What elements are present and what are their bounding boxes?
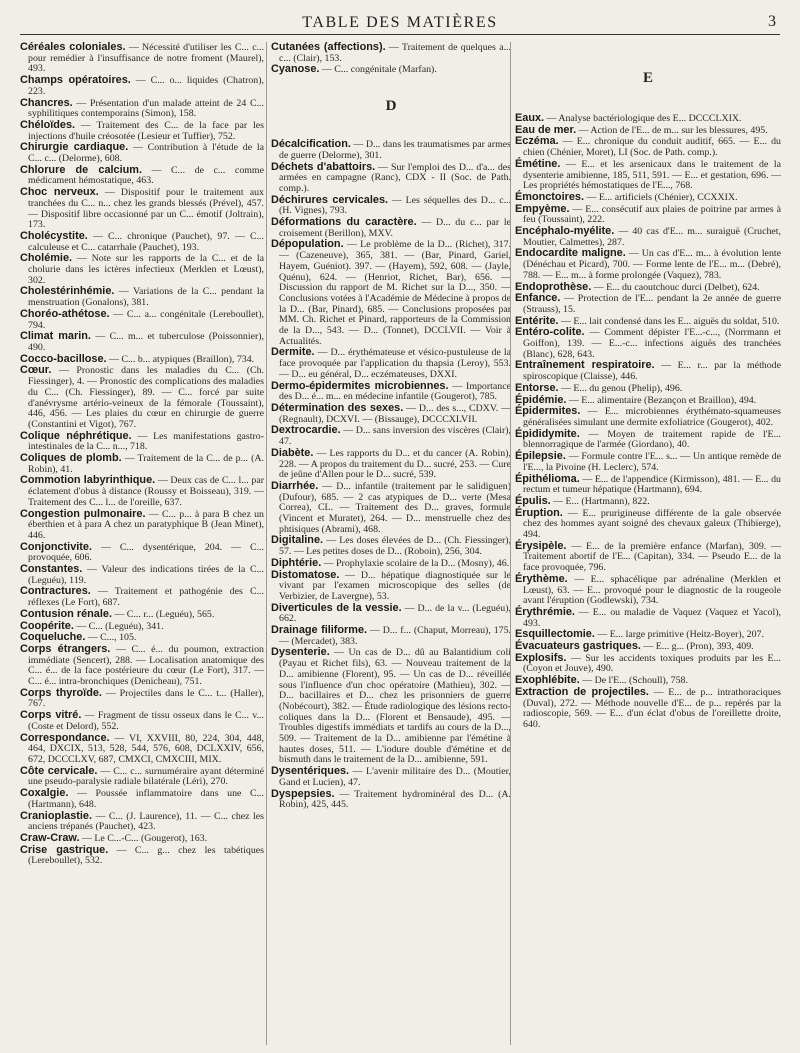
section-letter: D — [385, 98, 397, 115]
index-entry — [271, 481, 511, 536]
index-entry — [20, 586, 264, 608]
index-entry — [20, 644, 264, 688]
index-term: Entorse. — [515, 381, 559, 394]
index-entry — [20, 142, 264, 164]
index-entry — [271, 42, 511, 64]
index-references: — Valeur des indications tirées de la C... (Leguéu), 119. — [28, 564, 264, 586]
index-references: — E... sphacélique par adrénaline (Merklen et Lœust), 63. — E... provoqué pour le diagnostic de la rougeole avant l'éruption (Godlewski), 734. — [523, 573, 781, 607]
index-term: Eczéma. — [515, 135, 559, 148]
section-letter: E — [642, 70, 653, 86]
index-term: Dépopulation. — [271, 238, 344, 251]
index-entry — [20, 733, 264, 766]
index-term: Cholestérinhémie. — [20, 285, 115, 298]
index-entry — [20, 187, 264, 231]
index-term: Coqueluche. — [20, 631, 86, 644]
index-references: — D... du c... par le croisement (Berillon), MXV. — [279, 217, 511, 239]
index-entry — [20, 365, 264, 430]
index-entry — [20, 165, 264, 187]
index-entry — [271, 535, 511, 557]
index-entry — [20, 542, 264, 564]
index-term: Entéro-colite. — [515, 326, 585, 339]
index-term: Déchets d'abattoirs. — [271, 160, 376, 173]
index-term: Dyspepsies. — [271, 787, 335, 800]
index-term: Eaux. — [515, 112, 545, 124]
index-entry — [271, 381, 511, 403]
index-entry — [20, 75, 264, 97]
index-references: — Protection de l'E... pendant la 2e année de guerre (Strauss), 15. — [523, 293, 781, 315]
index-references: — E... de l'appendice (Kirmisson), 481. — E... du rectum et tumeur hépatique (Hartmann), 694. — [523, 473, 781, 496]
index-references: — Traitement des C... de la face par les injections d'huile créosotée (Lesieur et Tuffier), 752. — [28, 119, 264, 142]
index-term: Dysenterie. — [271, 646, 330, 659]
index-term: Érythème. — [515, 572, 568, 585]
index-term: Épidermites. — [515, 405, 581, 418]
index-references: — C... m... et tuberculose (Poissonnier), 490. — [28, 331, 264, 353]
index-entry — [20, 788, 264, 810]
index-references: — D... des s..., CDXV. — (Regnault), DCXVI. — (Bissauge), DCCCXLVII. — [279, 402, 511, 425]
index-term: Enfance. — [515, 292, 561, 305]
index-references: — Traitement de quelques a... c... (Clair), 153. — [279, 42, 511, 64]
index-references: — E... chronique du conduit auditif, 665. — E... du chien (Chénier, Moret), LI (Soc. de Path. comp.). — [523, 136, 781, 159]
index-references: — C... dysentérique, 204. — C... provoquée, 606. — [28, 541, 264, 564]
index-term: Coliques de plomb. — [20, 452, 122, 465]
index-term: Cranioplastie. — [20, 809, 93, 822]
index-term: Contractures. — [20, 585, 91, 598]
index-entry — [515, 248, 781, 281]
index-term: Craw-Craw. — [20, 831, 80, 844]
index-entry — [20, 354, 264, 366]
index-references: — E... large primitive (Heitz-Boyer), 207. — [594, 629, 764, 641]
index-term: Corps thyroïde. — [20, 686, 102, 699]
index-term: Chéloïdes. — [20, 118, 76, 131]
index-references: — Présentation d'un malade atteint de 24 C... syphilitiques contemporains (Simon), 158. — [28, 97, 264, 120]
index-entry — [515, 406, 781, 428]
index-term: Cholémie. — [20, 252, 73, 265]
index-entry — [20, 688, 264, 710]
index-entry — [271, 425, 511, 447]
index-references: — Projectiles dans le C... t... (Haller), 767. — [28, 687, 264, 710]
index-entry — [20, 766, 264, 788]
index-references: — E... consécutif aux plaies de poitrine par armes à feu (Toussaint), 222. — [523, 203, 781, 226]
index-references: — Le C...-C... (Gougerot), 163. — [79, 832, 208, 844]
index-references: — C... r... (Leguéu), 565. — [111, 608, 215, 620]
index-entry — [271, 139, 511, 161]
index-entry — [515, 136, 781, 158]
index-entry — [271, 766, 511, 788]
index-references: — Fragment de tissu osseux dans le C... v... (Coste et Delord), 552. — [28, 710, 264, 732]
index-term: Entérite. — [515, 314, 559, 327]
index-references: — Un cas de D... dû au Balantidium coli (Payau et Richet fils), 63. — Nouveau traitement de la D... amibienne (Florent), 95. — Un cas de D... réveillée sous l'influence d'un choc opératoire (Mathieu), 302. — D... bacillaires et D... chez les prisonniers de guerre (Nobécourt), 382. — Étude radiologique des lésions recto-coliques dans la D... (Florent et Bensaude), 495. — Troubles digestifs immédiats et tardifs au cours de la D..., 509. — Traitement de la D... amibienne par l'émétine à hautes doses, 511. — L'iodure double d'émétine et de bismuth dans le traitement de la D... amibienne, 591. — [279, 647, 511, 766]
index-term: Coopérite. — [20, 619, 74, 632]
index-term: Décalcification. — [271, 138, 351, 151]
index-term: Épididymite. — [515, 427, 580, 440]
index-term: Cœur. — [20, 364, 52, 377]
index-term: Coxalgie. — [20, 787, 69, 800]
index-term: Érythrémie. — [515, 605, 575, 618]
index-entry — [20, 710, 264, 732]
index-references: — Traitement et pathogénie des C... réflexes (Le Fort), 687. — [28, 586, 264, 609]
index-term: Évacuateurs gastriques. — [515, 640, 641, 653]
index-term: Dermo-épidermites microbiennes. — [271, 379, 449, 392]
index-entry — [20, 98, 264, 120]
page-title: TABLE DES MATIÈRES — [302, 14, 498, 31]
index-entry — [20, 331, 264, 353]
index-references: — Les manifestations gastro-intestinales de la C... n..., 718. — [28, 430, 264, 453]
index-entry — [20, 231, 264, 253]
index-entry — [271, 239, 511, 347]
index-entry — [515, 607, 781, 629]
index-references: — C..., 105. — [85, 632, 137, 644]
index-term: Entraînement respiratoire. — [515, 359, 655, 372]
index-entry — [515, 653, 781, 675]
index-references: — Sur les accidents toxiques produits par les E... (Coyon et Jouve), 490. — [523, 652, 781, 675]
index-references: — D... érythémateuse et vésico-pustuleuse de la face provoquée par l'application du thapsia (Leroy), 553. — D... eu général, D... eczémateuses, DXXI. — [279, 347, 511, 380]
index-term: Dextrocardie. — [271, 424, 341, 437]
index-term: Érysipèle. — [515, 539, 567, 552]
index-references: — Action de l'E... de m... sur les blessures, 495. — [576, 124, 768, 136]
index-references: — E... du genou (Phelip), 496. — [558, 382, 683, 394]
index-term: Digitaline. — [271, 534, 324, 547]
index-references: — De l'E... (Schoull), 758. — [579, 675, 688, 687]
index-entry — [271, 347, 511, 380]
index-entry — [271, 789, 511, 811]
index-references: — Importance des D... é... m... en médecine infantile (Gougerot), 785. — [279, 380, 511, 403]
index-entry — [271, 195, 511, 217]
index-references: — C... b... atypiques (Braillon), 734. — [106, 353, 255, 365]
index-term: Dysentériques. — [271, 765, 350, 778]
index-entry — [20, 309, 264, 331]
index-term: Cutanées (affections). — [271, 42, 386, 53]
index-entry — [20, 509, 264, 542]
index-entry — [20, 253, 264, 286]
index-term: Esquillectomie. — [515, 628, 595, 641]
index-term: Diabète. — [271, 446, 314, 459]
index-term: Conjonctivite. — [20, 540, 93, 553]
index-term: Extraction de projectiles. — [515, 685, 649, 698]
index-references: — D... hépatique diagnostiquée sur le vivant par l'examen microscopique des selles (de Verbizier, de Lavergne), 53. — [279, 569, 511, 602]
index-term: Endocardite maligne. — [515, 247, 626, 260]
index-references: — D... infantile (traitement par le salidiguen) (Dufour), 685. — 2 cas atypiques de D... verte (Mesa Correa), CL. — Traitement des D... graves, formule (Vincent et Muratet), 264. — D... menstruelle chez des phtisiques (Abrami), 468. — [279, 480, 511, 535]
index-term: Épulis. — [515, 494, 551, 507]
index-term: Chlorure de calcium. — [20, 163, 142, 176]
index-term: Contusion rénale. — [20, 607, 112, 620]
index-references: — Formule contre l'E... s... — Un antique remède de l'E..., la Pivoine (H. Leclerc), 574. — [523, 451, 781, 473]
index-entry — [20, 453, 264, 475]
index-term: Exophlébite. — [515, 674, 580, 687]
index-term: Épidémie. — [515, 393, 567, 406]
index-term: Émétine. — [515, 157, 561, 170]
index-entry — [515, 360, 781, 382]
index-term: Cyanose. — [271, 63, 320, 76]
index-column-2 — [266, 42, 511, 1045]
index-references: — C... g... chez les tabétiques (Lereboullet), 532. — [28, 844, 264, 867]
index-references: — C... p... à para B chez un éberthien et à para A chez un paratyphique B (Jean Minet), 446. — [28, 508, 264, 541]
index-entry — [20, 120, 264, 142]
index-references: — C... de c... comme médicament hémostatique, 463. — [28, 164, 264, 187]
index-term: Corps étrangers. — [20, 642, 111, 655]
index-entry — [20, 475, 264, 508]
index-entry — [515, 429, 781, 451]
index-references: — E... du caoutchouc durci (Delbet), 624. — [591, 281, 760, 293]
index-references: — D... sans inversion des viscères (Clair), 47. — [279, 425, 511, 448]
index-references: — Traitement de la C... de p... (A. Robin), 41. — [28, 453, 264, 475]
index-references: — Nécessité d'utiliser les C... c... pour remédier à l'insuffisance de notre froment (Maurel), 493. — [28, 42, 264, 75]
index-references: — E... artificiels (Chénier), CCXXIX. — [584, 191, 738, 203]
index-term: Explosifs. — [515, 651, 567, 664]
index-entry — [271, 162, 511, 195]
index-term: Choc nerveux. — [20, 186, 99, 199]
index-entry — [271, 647, 511, 766]
index-term: Commotion labyrinthique. — [20, 474, 156, 487]
index-references: — C... congénitale (Marfan). — [319, 64, 437, 76]
index-term: Distomatose. — [271, 568, 340, 581]
index-entry — [515, 574, 781, 607]
index-references: — Sur l'emploi des D... d'a... des armées en campagne (Ranc), CDX - II (Soc. de Path. comp.). — [279, 161, 511, 194]
index-references: — D... de la v... (Leguéu), 662. — [279, 602, 511, 625]
index-entry — [271, 625, 511, 647]
index-term: Endoprothèse. — [515, 280, 592, 293]
index-references: — E... g... (Pron), 393, 409. — [640, 641, 754, 653]
index-references: — Pronostic dans les maladies du C... (Ch. Fiessinger), 4. — Pronostic des complications des maladies du C... (Ch. Fiessinger), 89. — C... forcé par suite d'anévrysme artério-veineux de la fémorale (Toussaint), 446, 456. — Les plaies du cœur en chirurgie de guerre (Constantini et Vigot), 767. — [28, 365, 264, 430]
index-references: — Traitement hydrominéral des D... (A. Robin), 425, 445. — [279, 788, 511, 811]
index-references: — C... o... liquides (Chatron), 223. — [28, 75, 264, 97]
index-entry — [515, 451, 781, 473]
index-references: — 40 cas d'E... m... suraiguë (Cruchet, Moutier, Calmettes), 287. — [523, 226, 781, 248]
page-number: 3 — [768, 13, 776, 30]
index-term: Cocco-bacillose. — [20, 352, 107, 365]
index-term: Congestion pulmonaire. — [20, 507, 146, 520]
index-references: — C... a... congénitale (Lereboullet), 794. — [28, 308, 264, 331]
index-references: — Note sur les rapports de la C... et de la cholurie dans les ictères infectieux (Merklen et Lœust), 302. — [28, 253, 264, 286]
index-term: Chirurgie cardiaque. — [20, 141, 129, 154]
index-references: — Analyse bactériologique des E... DCCCLXIX. — [544, 113, 742, 124]
index-entry — [515, 508, 781, 541]
index-column-3 — [510, 42, 781, 1045]
index-term: Colique néphrétique. — [20, 429, 132, 442]
index-entry — [271, 64, 511, 76]
index-term: Choréo-athétose. — [20, 307, 110, 320]
index-references: — Les doses élevées de D... (Ch. Fiessinger), 57. — Les petites doses de D... (Roboin), 256, 304. — [279, 535, 511, 558]
index-references: — E... r... par la méthode spiroscopique (Claisse), 446. — [523, 360, 781, 383]
index-references: — Moyen de traitement rapide de l'E... blennorragique de l'armée (Giordano), 40. — [523, 428, 781, 451]
index-entry — [271, 448, 511, 481]
index-references: — D... dans les traumatismes par armes de guerre (Delorme), 301. — [279, 139, 511, 161]
index-term: Déformations du caractère. — [271, 216, 417, 229]
index-term: Éruption. — [515, 506, 563, 519]
index-references: — C... (Leguéu), 341. — [73, 620, 164, 632]
index-term: Épilepsie. — [515, 450, 566, 463]
index-references: — C... c... surnuméraire ayant déterminé une pseudo-paralysie radiale bilatérale (Léri), 270. — [28, 765, 264, 788]
index-references: — Un cas d'E... m... à évolution lente (Dénéchau et Picard), 700. — Forme lente de l'E... m... (Debré), 788. — E... m... à forme prolongée (Vaquez), 783. — [523, 248, 781, 281]
index-term: Épithélioma. — [515, 472, 580, 485]
index-references: — C... (J. Laurence), 11. — C... chez les anciens trépanés (Pauchet), 423. — [28, 810, 264, 833]
index-references: — Deux cas de C... l... par éclatement d'obus à distance (Roussy et Boisseau), 319. — Traitement des C... l... de l'oreille, 637. — [28, 475, 264, 508]
index-entry — [20, 286, 264, 308]
index-references: — Les rapports du D... et du cancer (A. Robin), 228. — A propos du traitement du D... sucré, 253. — Cure de jeûne d'Allen pour le D... sucré, 539. — [279, 447, 511, 481]
index-references: — E... alimentaire (Bezançon et Braillon), 494. — [566, 394, 757, 406]
index-entry — [515, 293, 781, 315]
index-term: Diarrhée. — [271, 479, 319, 492]
index-entry — [20, 811, 264, 833]
index-term: Dermite. — [271, 346, 315, 359]
index-references: — E... ou maladie de Vaquez (Vaquez et Yacol), 493. — [523, 606, 781, 629]
index-references: — E... (Hartmann), 822. — [550, 495, 650, 507]
index-references: — Prophylaxie scolaire de la D... (Mosny), 46. — [321, 557, 510, 569]
index-entry — [20, 564, 264, 586]
index-entry — [515, 687, 781, 731]
index-entry — [515, 541, 781, 574]
index-references: — Le problème de la D... (Richet), 317. — (Cazeneuve), 365, 381. — (Bar, Pinard, Gariel, Hayem, Guéniot). 397. — (Hayem), 592, 608. — (Jayle, Quénu), 624. — (Henriot, Richet, Bar), 656. — Discussion du rapport de M. Richet sur la D..., 350. — Conclusions votées à l'Académie de Médecine à propos de la D... (Bar, Pinard), 685. — Conclusions proposées par MM. Ch. Richet et Pinard, rapporteurs de la Commission de la D..., 543. — D... (Tonnet), DCCLVII. — Voir à Actualités. — [279, 239, 511, 347]
index-entry — [271, 217, 511, 239]
index-references: — Les séquelles des D... c... (H. Vignes), 793. — [279, 194, 511, 217]
index-term: Climat marin. — [20, 330, 91, 343]
index-references: — Dispositif pour le traitement aux tranchées du C... n... chez les grands blessés (Prével), 457. — Dispositif libre occasionné par un C... émotif (Joltrain), 173. — [28, 187, 264, 231]
index-entry — [515, 226, 781, 248]
index-references: — C... chronique (Pauchet), 97. — C... calculeuse et C... catarrhale (Pauchet), 193. — [28, 230, 264, 253]
running-header — [20, 10, 780, 35]
index-references: — E... de p... intrathoraciques (Duval), 272. — Méthode nouvelle d'E... de p... repérés par la radioscopie, 569. — E... d'un éclat d'obus de l'oreillette droite, 640. — [523, 686, 781, 730]
index-entry — [20, 42, 264, 75]
index-term: Émonctoires. — [515, 190, 584, 203]
index-term: Détermination des sexes. — [271, 401, 404, 414]
index-entry — [20, 845, 264, 867]
index-term: Cholécystite. — [20, 229, 88, 242]
index-references: — Poussée inflammatoire dans une C... (Hartmann), 648. — [28, 788, 264, 810]
index-entry — [271, 570, 511, 603]
index-term: Chancres. — [20, 96, 73, 109]
index-references: — Contribution à l'étude de la C... c... (Delorme), 608. — [28, 142, 264, 165]
index-entry — [271, 403, 511, 425]
index-term: Corps vitré. — [20, 709, 82, 722]
index-references: — Variations de la C... pendant la menstruation (Gonalons), 381. — [28, 286, 264, 309]
index-entry — [20, 431, 264, 453]
index-references: — E... microbiennes érythémato-squameuses généralisées simulant une dermite exfoliatrice (Gougerot), 402. — [523, 406, 781, 428]
index-entry — [515, 474, 781, 496]
index-term: Crise gastrique. — [20, 843, 109, 856]
index-references: — D... f... (Chaput, Morreau), 175. — (Mercadet), 383. — [279, 625, 511, 647]
index-references: — C... é... du poumon, extraction immédiate (Sencert), 288. — Localisation anatomique des C... é... de la face postérieure du cœur (Le Fort), 317. — C... é... intra-bronchiques (Denicheau), 751. — [28, 643, 264, 688]
index-entry — [515, 159, 781, 192]
index-term: Eau de mer. — [515, 123, 577, 136]
index-term: Constantes. — [20, 563, 83, 576]
index-term: Encéphalo-myélite. — [515, 225, 615, 238]
index-term: Empyème. — [515, 202, 570, 215]
index-term: Champs opératoires. — [20, 74, 131, 87]
index-references: — E... de la première enfance (Marfan), 309. — Traitement abortif de l'E... (Capitan), 334. — Pseudo E... de la face provoquée, 796. — [523, 540, 781, 574]
index-entry — [515, 327, 781, 360]
index-term: Déchirures cervicales. — [271, 193, 389, 206]
index-term: Diverticules de la vessie. — [271, 601, 402, 614]
index-references: — E... prurigineuse différente de la gale observée chez des hommes ayant soigné des chevaux galeux (Thibierge), 494. — [523, 507, 781, 541]
index-term: Céréales coloniales. — [20, 42, 126, 53]
index-references: — E... lait condensé dans les E... aiguës du soldat, 510. — [558, 315, 780, 327]
index-column-1 — [20, 42, 264, 1045]
index-entry — [515, 204, 781, 226]
index-references: — Comment dépister l'E...-c..., (Norrmann et Goiffon), 139. — E...-c... infections aiguës des tranchées (Blanc), 628, 643. — [523, 327, 781, 360]
index-references: — L'avenir militaire des D... (Moutier, Gand et Lucien), 47. — [279, 766, 511, 788]
index-term: Correspondance. — [20, 731, 110, 744]
index-term: Côte cervicale. — [20, 764, 98, 777]
index-term: Drainage filiforme. — [271, 624, 368, 637]
index-references: — VI, XXVIII, 80, 224, 304, 448, 464, DXCIX, 513, 528, 544, 576, 608, DCLXXIV, 656, 672, DCCCLXV, 687, CMXCI, CMXCIII, MIX. — [28, 732, 264, 765]
index-term: Diphtérie. — [271, 556, 322, 569]
index-references: — E... et les arsenicaux dans le traitement de la dysenterie amibienne, 185, 511, 591. — E... et gestation, 696. — Les propriétés hémostatiques de l'E..., 768. — [523, 158, 781, 192]
index-entry — [271, 603, 511, 625]
